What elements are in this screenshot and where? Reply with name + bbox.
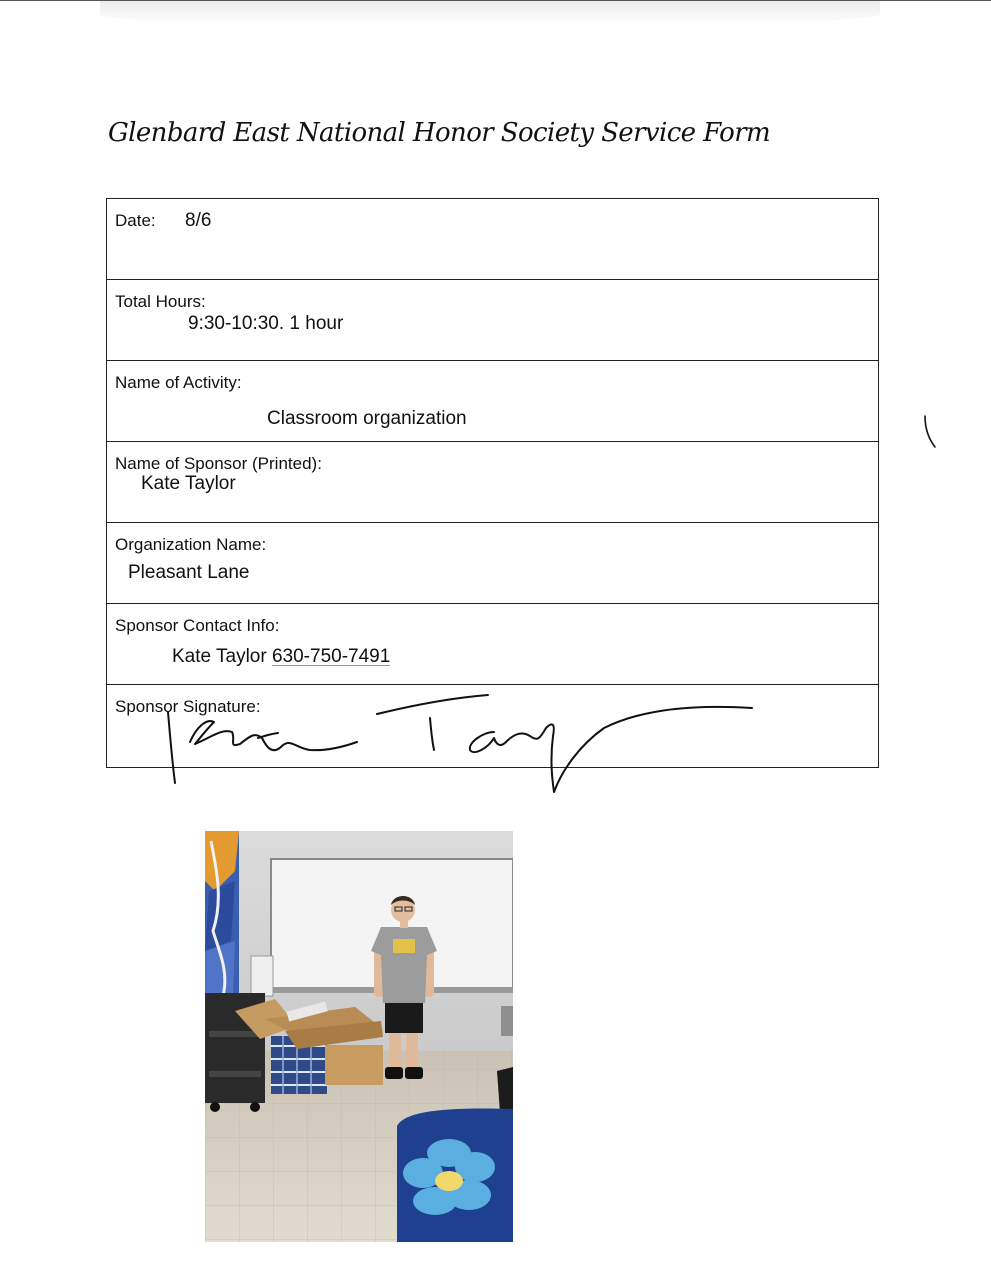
contact-phone-link[interactable]: 630-750-7491 — [271, 646, 391, 667]
row-activity — [107, 361, 878, 442]
row-total-hours — [107, 280, 878, 361]
photo-student-classroom-image — [205, 831, 513, 1242]
row-organization — [107, 523, 878, 604]
page-shadow — [100, 1, 880, 27]
activity-value[interactable]: Classroom organization — [267, 408, 467, 429]
contact-label: Sponsor Contact Info: — [115, 616, 280, 635]
organization-value[interactable]: Pleasant Lane — [128, 562, 250, 583]
organization-label: Organization Name: — [115, 535, 267, 554]
sponsor-name-value[interactable]: Kate Taylor — [141, 473, 236, 494]
contact-name: Kate Taylor — [172, 646, 267, 667]
total-hours-value[interactable]: 9:30-10:30. 1 hour — [188, 313, 344, 334]
row-date — [107, 199, 878, 280]
activity-photo — [205, 831, 513, 1242]
sponsor-name-label: Name of Sponsor (Printed): — [115, 454, 322, 473]
total-hours-label: Total Hours: — [115, 292, 206, 311]
date-value[interactable]: 8/6 — [185, 210, 212, 231]
signature-label: Sponsor Signature: — [115, 697, 261, 716]
row-signature — [107, 685, 878, 766]
activity-label: Name of Activity: — [115, 373, 242, 392]
service-form-table — [106, 198, 879, 768]
row-contact — [107, 604, 878, 685]
row-sponsor-name — [107, 442, 878, 523]
contact-value[interactable] — [172, 646, 390, 668]
date-label: Date: — [115, 211, 156, 230]
form-title: Glenbard East National Honor Society Service Form — [108, 118, 771, 148]
